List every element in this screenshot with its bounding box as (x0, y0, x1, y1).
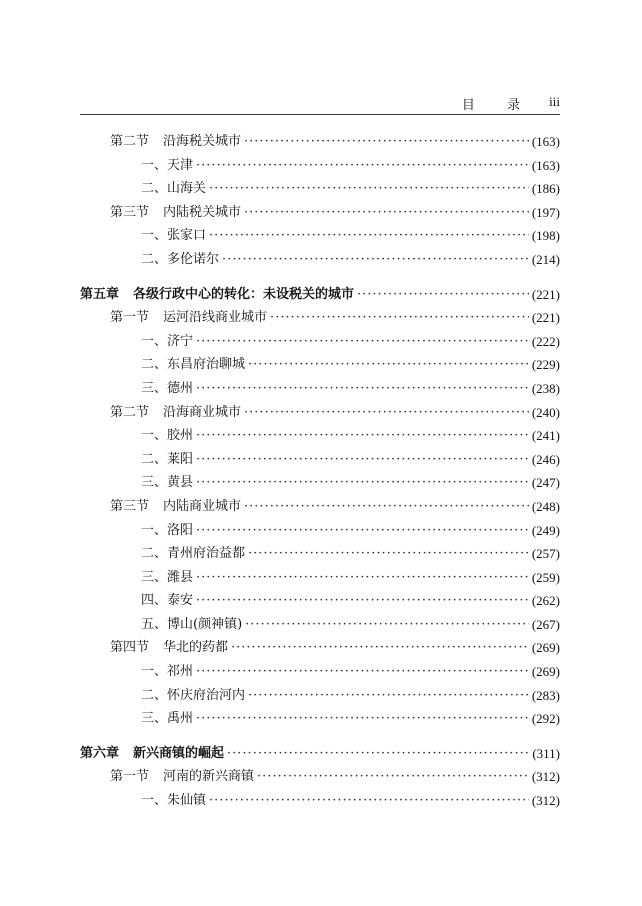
toc-entry-page: (163) (531, 157, 560, 173)
toc-entry-label (141, 353, 245, 377)
toc-entry-page: (247) (531, 475, 560, 491)
toc-item-row[interactable] (80, 519, 560, 543)
toc-entry-title: 三、潍县 (141, 569, 194, 585)
toc-item-row[interactable] (80, 707, 560, 731)
toc-entry-label (80, 283, 354, 307)
dot-leader (244, 401, 529, 425)
toc-entry-number: 第五章 (80, 286, 120, 302)
toc-entry-title: 内陆商业城市 (163, 498, 242, 514)
toc-entry-page: (248) (531, 498, 560, 514)
toc-entry-page: (238) (531, 380, 560, 396)
dot-leader (196, 377, 529, 401)
toc-entry-label (141, 377, 193, 401)
toc-entry-title: 二、怀庆府治河内 (141, 687, 246, 703)
dot-leader (248, 684, 529, 708)
dot-leader (222, 248, 529, 272)
toc-entry-label (141, 542, 245, 566)
toc-item-row[interactable] (80, 377, 560, 401)
toc-entry-label (110, 401, 241, 425)
toc-entry-label (141, 224, 206, 248)
toc-entry-page: (229) (531, 357, 560, 373)
dot-leader (257, 765, 529, 789)
toc-entry-label (141, 566, 193, 590)
toc-entry-page: (221) (531, 310, 560, 326)
toc-item-row[interactable] (80, 613, 560, 637)
toc-item-row[interactable] (80, 789, 560, 813)
toc-entry-page: (214) (531, 251, 560, 267)
toc-entry-page: (163) (531, 134, 560, 149)
toc-entry-label (141, 707, 193, 731)
toc-entry-page: (221) (531, 286, 560, 302)
toc-entry-title: 二、莱阳 (141, 451, 194, 467)
toc-section-row[interactable] (80, 130, 560, 154)
dot-leader (231, 636, 529, 660)
dot-leader (209, 789, 529, 813)
toc-entry-label (141, 330, 193, 354)
toc-entry-title: 一、祁州 (141, 664, 194, 680)
dot-leader (244, 201, 529, 225)
toc-entry-label (110, 765, 254, 789)
toc-entry-title: 运河沿线商业城市 (163, 310, 268, 326)
toc-item-row[interactable] (80, 248, 560, 272)
toc-entry-label (110, 636, 228, 660)
toc-entry-title: 一、朱仙镇 (141, 793, 207, 809)
toc-entry-title: 华北的药都 (163, 640, 229, 656)
toc-entry-page: (246) (531, 451, 560, 467)
toc-entry-page: (262) (531, 593, 560, 609)
toc-item-row[interactable] (80, 224, 560, 248)
toc-entry-label (141, 248, 219, 272)
dot-leader (196, 660, 529, 684)
toc-chapter-row[interactable] (80, 742, 560, 766)
dot-leader (196, 519, 529, 543)
toc-section-row[interactable] (80, 765, 560, 789)
toc-entry-title: 三、黄县 (141, 475, 194, 491)
toc-item-row[interactable] (80, 177, 560, 201)
toc-entry-label (141, 424, 193, 448)
toc-entry-number: 第二节 (110, 404, 150, 420)
running-header (80, 92, 560, 115)
toc-section-row[interactable] (80, 201, 560, 225)
toc-entry-label (80, 742, 224, 766)
toc-entry-title: 一、天津 (141, 157, 194, 173)
toc-entry-page: (311) (532, 745, 560, 761)
toc-entry-label (110, 306, 267, 330)
toc-entry-number: 第一节 (110, 769, 150, 785)
toc-entry-number: 第四节 (110, 640, 150, 656)
toc-entry-title: 二、青州府治益都 (141, 546, 246, 562)
toc-entry-page: (259) (531, 569, 560, 585)
toc-entry-title: 各级行政中心的转化：未设税关的城市 (133, 286, 355, 302)
toc-item-row[interactable] (80, 589, 560, 613)
toc-section-row[interactable] (80, 495, 560, 519)
toc-entry-title: 三、德州 (141, 380, 194, 396)
toc-entry-page: (312) (531, 793, 560, 809)
toc-entry-title: 四、泰安 (141, 593, 194, 609)
toc-entry-label (141, 177, 206, 201)
toc-entry-label (141, 660, 193, 684)
dot-leader (196, 330, 529, 354)
toc-entry-title: 二、山海关 (141, 181, 207, 197)
toc-entry-title: 五、博山(颜神镇) (141, 616, 243, 632)
toc-entry-title: 沿海商业城市 (163, 404, 242, 420)
toc-entry-label (141, 789, 206, 813)
toc-entry-page: (249) (531, 522, 560, 538)
dot-leader (245, 613, 529, 637)
toc-entry-title: 三、禹州 (141, 711, 194, 727)
toc-entry-page: (269) (531, 640, 560, 656)
toc-item-row[interactable] (80, 154, 560, 178)
toc-entry-page: (186) (531, 181, 560, 197)
dot-leader (196, 471, 529, 495)
toc-entry-title: 一、胶州 (141, 428, 194, 444)
toc-entry-title: 二、东昌府治聊城 (141, 357, 246, 373)
toc-entry-number: 第二节 (110, 134, 150, 149)
toc-entry-page: (240) (531, 404, 560, 420)
dot-leader (196, 448, 529, 472)
toc-entry-number: 第一节 (110, 310, 150, 326)
dot-leader (357, 283, 529, 307)
dot-leader (209, 224, 529, 248)
toc-section-row[interactable] (80, 636, 560, 660)
toc-entry-page: (241) (531, 428, 560, 444)
header-title: 目 录 (461, 98, 534, 113)
toc-entry-label (141, 684, 245, 708)
toc-entry-title: 一、济宁 (141, 333, 194, 349)
dot-leader (209, 177, 529, 201)
toc-item-row[interactable] (80, 566, 560, 590)
dot-leader (248, 542, 529, 566)
dot-leader (244, 130, 529, 154)
toc-item-row[interactable] (80, 660, 560, 684)
toc-entry-page: (197) (531, 204, 560, 220)
toc-entry-title: 二、多伦诺尔 (141, 251, 220, 267)
toc-entry-number: 第三节 (110, 498, 150, 514)
toc-entry-label (141, 471, 193, 495)
header-page-number: iii (549, 94, 560, 109)
toc-entry-title: 内陆税关城市 (163, 204, 242, 220)
toc-item-row[interactable] (80, 542, 560, 566)
toc-item-row[interactable] (80, 353, 560, 377)
toc-chapter-row[interactable] (80, 283, 560, 307)
toc-entry-page: (292) (531, 711, 560, 727)
toc-entry-page: (312) (531, 769, 560, 785)
dot-leader (244, 495, 529, 519)
toc-entry-label (141, 589, 193, 613)
toc-section-row[interactable] (80, 306, 560, 330)
toc-item-row[interactable] (80, 330, 560, 354)
toc-entry-title: 新兴商镇的崛起 (133, 745, 225, 761)
table-of-contents (80, 130, 560, 813)
toc-entry-label (110, 495, 241, 519)
dot-leader (196, 154, 529, 178)
dot-leader (196, 566, 529, 590)
toc-entry-title: 河南的新兴商镇 (163, 769, 255, 785)
toc-entry-label (141, 613, 242, 637)
toc-entry-page: (269) (531, 664, 560, 680)
toc-entry-page: (267) (531, 616, 560, 632)
toc-item-row[interactable] (80, 471, 560, 495)
toc-entry-label (110, 130, 241, 154)
dot-leader (196, 424, 529, 448)
toc-entry-title: 一、张家口 (141, 228, 207, 244)
toc-entry-page: (198) (531, 228, 560, 244)
toc-entry-title: 沿海税关城市 (163, 134, 242, 149)
toc-entry-title: 一、洛阳 (141, 522, 194, 538)
dot-leader (227, 742, 529, 766)
dot-leader (196, 707, 529, 731)
toc-entry-label (141, 154, 193, 178)
toc-entry-label (110, 201, 241, 225)
toc-entry-page: (257) (531, 546, 560, 562)
toc-entry-page: (222) (531, 333, 560, 349)
toc-entry-page: (283) (531, 687, 560, 703)
dot-leader (248, 353, 529, 377)
toc-entry-label (141, 519, 193, 543)
toc-section-row[interactable] (80, 401, 560, 425)
toc-entry-label (141, 448, 193, 472)
toc-item-row[interactable] (80, 448, 560, 472)
toc-item-row[interactable] (80, 424, 560, 448)
toc-entry-number: 第六章 (80, 745, 120, 761)
dot-leader (270, 306, 529, 330)
toc-item-row[interactable] (80, 684, 560, 708)
dot-leader (196, 589, 529, 613)
toc-entry-number: 第三节 (110, 204, 150, 220)
